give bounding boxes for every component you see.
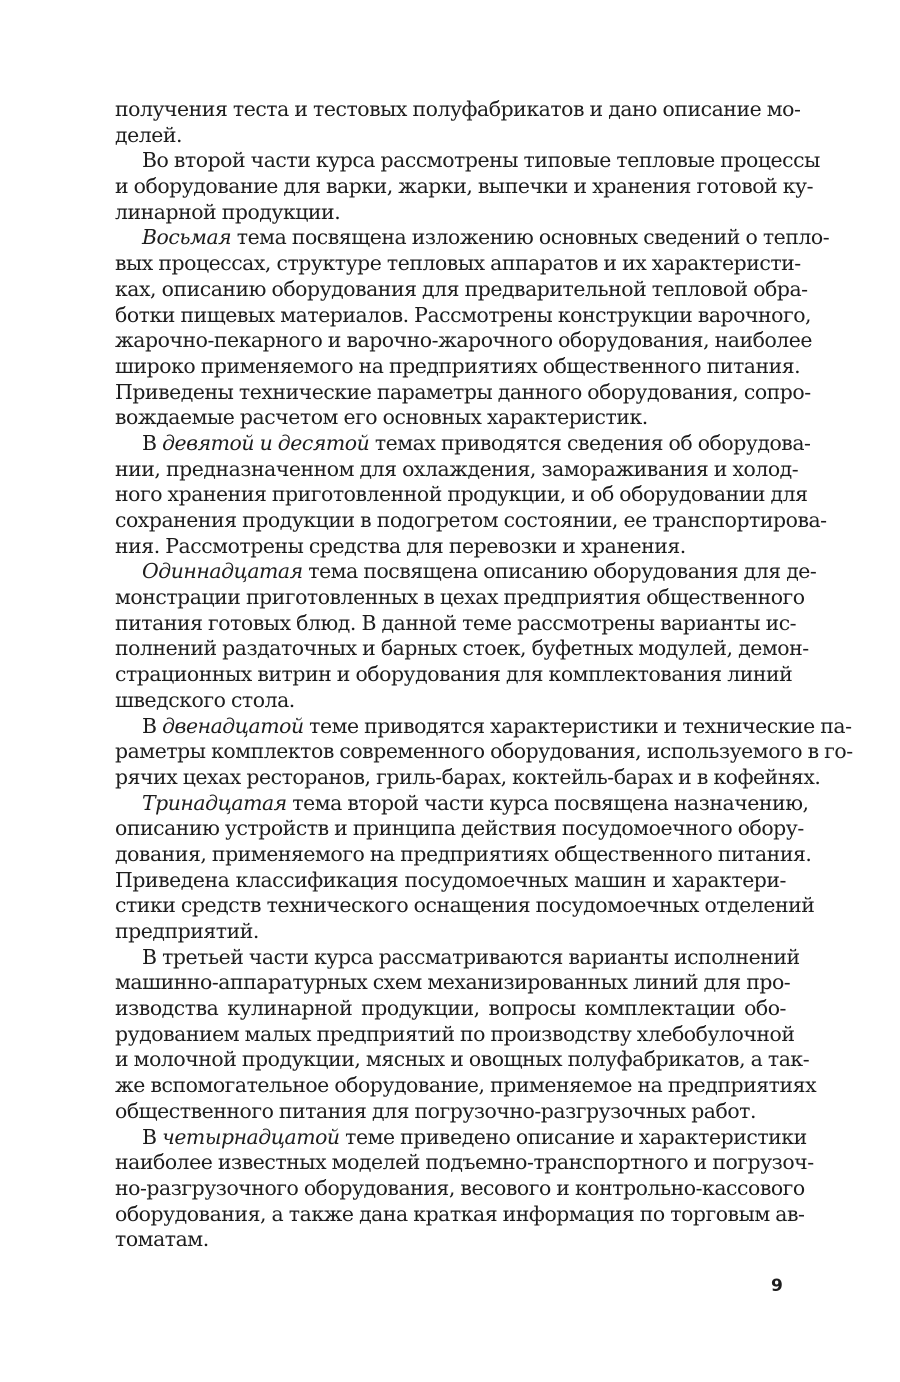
text-line: жарочно-пекарного и варочно-жарочного оборудования, наиболее [115,328,813,353]
text-line: общественного питания для погрузочно-разгрузочных работ. [115,1098,757,1123]
text-line: изводства кулинарной продукции, вопросы комплектации обо- [115,996,786,1021]
text-line: наиболее известных моделей подъемно-транспортного и погрузоч- [115,1150,814,1175]
text-line: В третьей части курса рассматриваются варианты исполнений [142,944,800,969]
paragraph [115,713,853,791]
paragraph [115,148,820,225]
text-line: и оборудование для варки, жарки, выпечки и хранения готовой ку- [115,174,814,199]
text-line: В двенадцатой теме приводятся характеристики и технические па- [142,713,852,738]
text-line: шведского стола. [115,687,295,712]
text-line: страционных витрин и оборудования для комплектования линий [115,662,793,687]
text-line: Одиннадцатая тема посвящена описанию оборудования для де- [142,559,817,584]
page-number: 9 [771,1276,783,1296]
paragraph [115,944,817,1125]
text-line: ного хранения приготовленной продукции, и об оборудовании для [115,482,808,507]
paragraph [115,559,817,713]
paragraph [115,790,815,945]
text-line: и молочной продукции, мясных и овощных полуфабрикатов, а так- [115,1047,810,1072]
text-line: стики средств технического оснащения посудомоечных отделений [115,893,815,918]
paragraph [115,97,801,148]
text-line: Восьмая тема посвящена изложению основных сведений о тепло- [142,225,830,250]
text-line: вождаемые расчетом его основных характеристик. [115,405,648,430]
paragraph [115,225,830,431]
text-line: полнений раздаточных и барных стоек, буфетных модулей, демон- [115,636,809,661]
text-line: оборудования, а также дана краткая информация по торговым ав- [115,1201,805,1226]
text-line: дования, применяемого на предприятиях общественного питания. [115,841,812,866]
text-line: линарной продукции. [115,199,341,224]
paragraph [115,430,827,559]
text-line: ния. Рассмотрены средства для перевозки и хранения. [115,533,686,558]
text-line: получения теста и тестовых полуфабрикатов и дано описание мо- [115,97,801,121]
text-line: ботки пищевых материалов. Рассмотрены конструкции варочного, [115,302,812,327]
text-line: нии, предназначенном для охлаждения, замораживания и холод- [115,456,799,481]
text-line: Приведена классификация посудомоечных машин и характери- [115,867,786,892]
text-line: но-разгрузочного оборудования, весового и контрольно-кассового [115,1175,805,1200]
text-line: делей. [115,122,183,147]
text-line: рячих цехах ресторанов, гриль-барах, коктейль-барах и в кофейнях. [115,764,821,789]
text-line: питания готовых блюд. В данной теме рассмотрены варианты ис- [115,610,797,635]
text-line: широко применяемого на предприятиях общественного питания. [115,353,801,378]
text-line: раметры комплектов современного оборудования, используемого в го- [115,739,853,764]
paragraph [115,1124,814,1253]
text-line: же вспомогательное оборудование, применяемое на предприятиях [115,1073,817,1098]
text-line: ках, описанию оборудования для предварительной тепловой обра- [115,276,808,301]
text-line: вых процессах, структуре тепловых аппаратов и их характеристи- [115,251,801,276]
text-line: рудованием малых предприятий по производству хлебобулочной [115,1021,795,1046]
text-line: предприятий. [115,919,259,943]
text-line: монстрации приготовленных в цехах предприятия общественного [115,585,805,610]
text-line: В четырнадцатой теме приведено описание и характеристики [142,1124,807,1149]
text-line: Тринадцатая тема второй части курса посвящена назначению, [142,790,809,815]
text-line: машинно-аппаратурных схем механизированных линий для про- [115,970,791,995]
page-body [115,97,853,1253]
text-line: Приведены технические параметры данного оборудования, сопро- [115,379,811,404]
text-line: сохранения продукции в подогретом состоянии, ее транспортирова- [115,508,827,532]
text-line: томатам. [115,1227,209,1252]
text-line: В девятой и десятой темах приводятся сведения об оборудова- [142,430,811,455]
text-line: Во второй части курса рассмотрены типовые тепловые процессы [142,148,820,173]
text-line: описанию устройств и принципа действия посудомоечного обору- [115,816,804,841]
